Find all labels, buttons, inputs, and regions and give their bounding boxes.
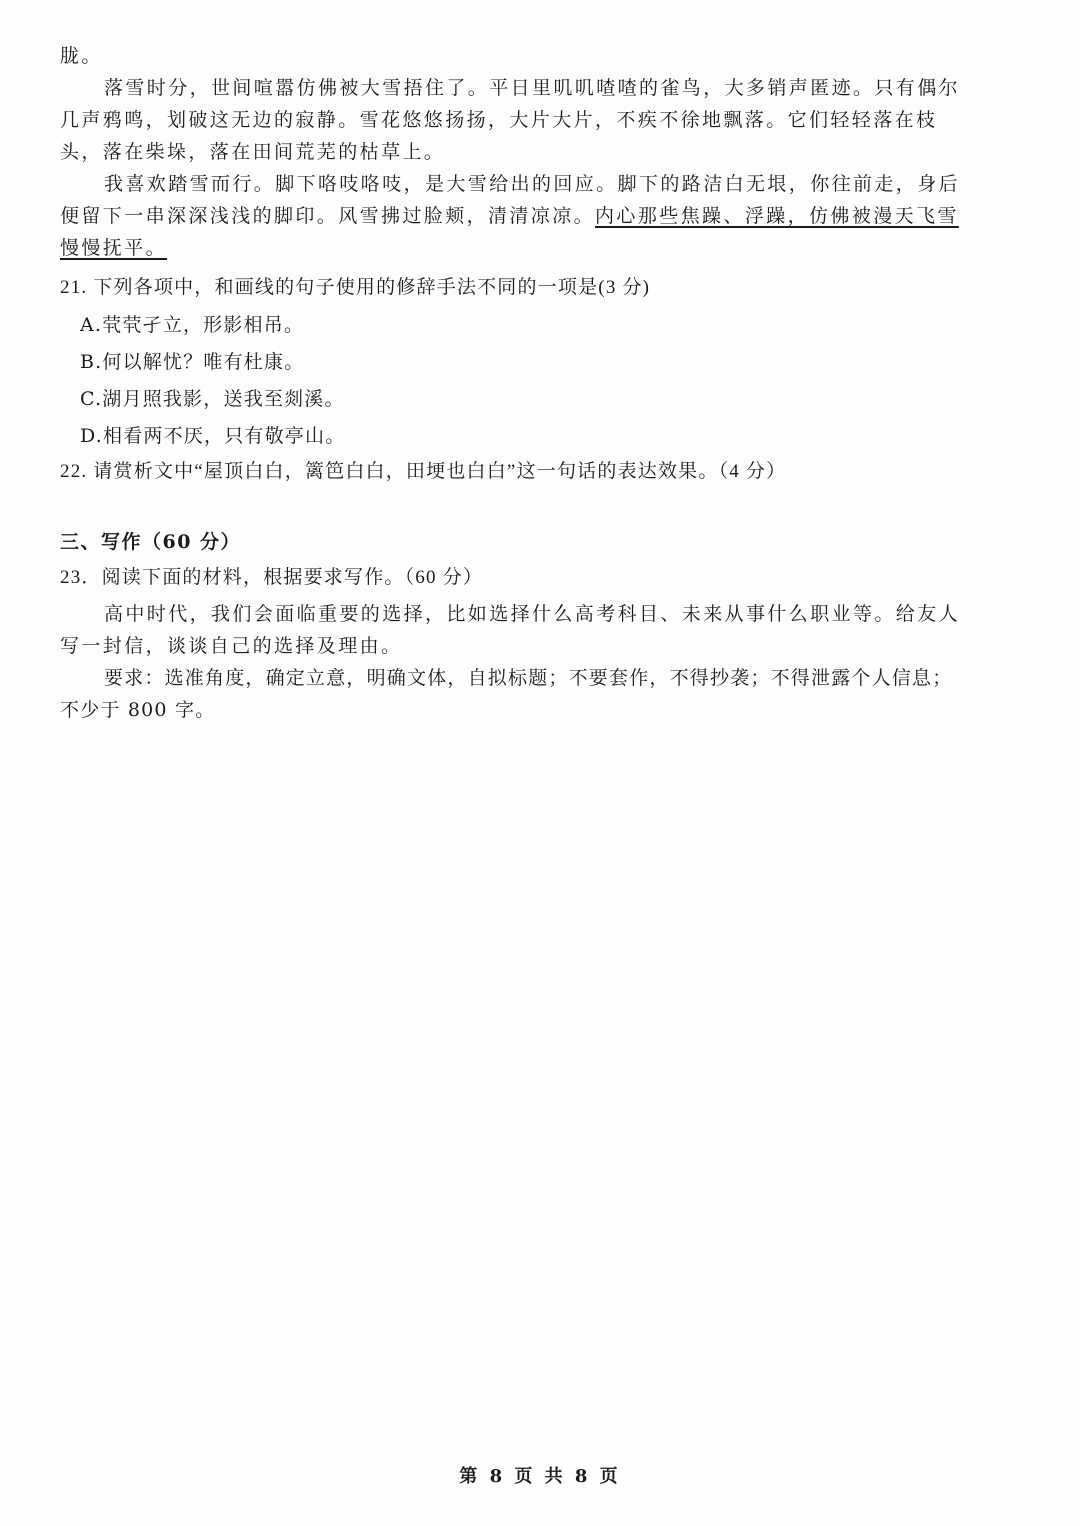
question-22-stem: 22. 请赏析文中“屋顶白白，篱笆白白，田埂也白白”这一句话的表达效果。（4 分） bbox=[60, 461, 787, 482]
passage-line-continuation: 胧。 bbox=[60, 45, 103, 67]
question-21-stem: 21. 下列各项中，和画线的句子使用的修辞手法不同的一项是(3 分) bbox=[60, 277, 651, 298]
question-21-option-d: D.相看两不厌，只有敬亭山。 bbox=[80, 425, 346, 447]
section-3-title: 三、写作（60 分） bbox=[60, 531, 242, 553]
passage-paragraph-2-text: 我喜欢踏雪而行。脚下咯吱咯吱，是大雪给出的回应。脚下的路洁白无垠，你往前走，身后便留下一串深深浅浅的脚印。风雪拂过脸颊，清清凉凉。 bbox=[60, 173, 961, 227]
question-21-option-c: C.湖月照我影，送我至剡溪。 bbox=[80, 388, 345, 410]
writing-requirement: 要求：选准角度，确定立意，明确文体，自拟标题；不要套作，不得抄袭；不得泄露个人信息；不少于 800 字。 bbox=[60, 667, 953, 721]
writing-material: 高中时代，我们会面临重要的选择，比如选择什么高考科目、未来从事什么职业等。给友人写一封信，谈谈自己的选择及理由。 bbox=[60, 603, 961, 657]
underlined-sentence: 内心那些焦躁、浮躁，仿佛被漫天飞雪慢慢抚平。 bbox=[60, 205, 959, 259]
question-23-stem: 23．阅读下面的材料，根据要求写作。（60 分） bbox=[60, 567, 484, 588]
passage-paragraph-1: 落雪时分，世间喧嚣仿佛被大雪捂住了。平日里叽叽喳喳的雀鸟，大多销声匿迹。只有偶尔几声鸦鸣，划破这无边的寂静。雪花悠悠扬扬，大片大片，不疾不徐地飘落。它们轻轻落在枝头，落在柴垛，落在田间荒芜的枯草上。 bbox=[60, 77, 961, 163]
question-21-option-b: B.何以解忧？唯有杜康。 bbox=[80, 351, 305, 373]
page-number-footer: 第 8 页 共 8 页 bbox=[459, 1466, 621, 1487]
question-21-option-a: A.茕茕孑立，形影相吊。 bbox=[80, 314, 305, 336]
passage-paragraph-2 bbox=[60, 168, 965, 264]
page-content bbox=[60, 40, 965, 726]
